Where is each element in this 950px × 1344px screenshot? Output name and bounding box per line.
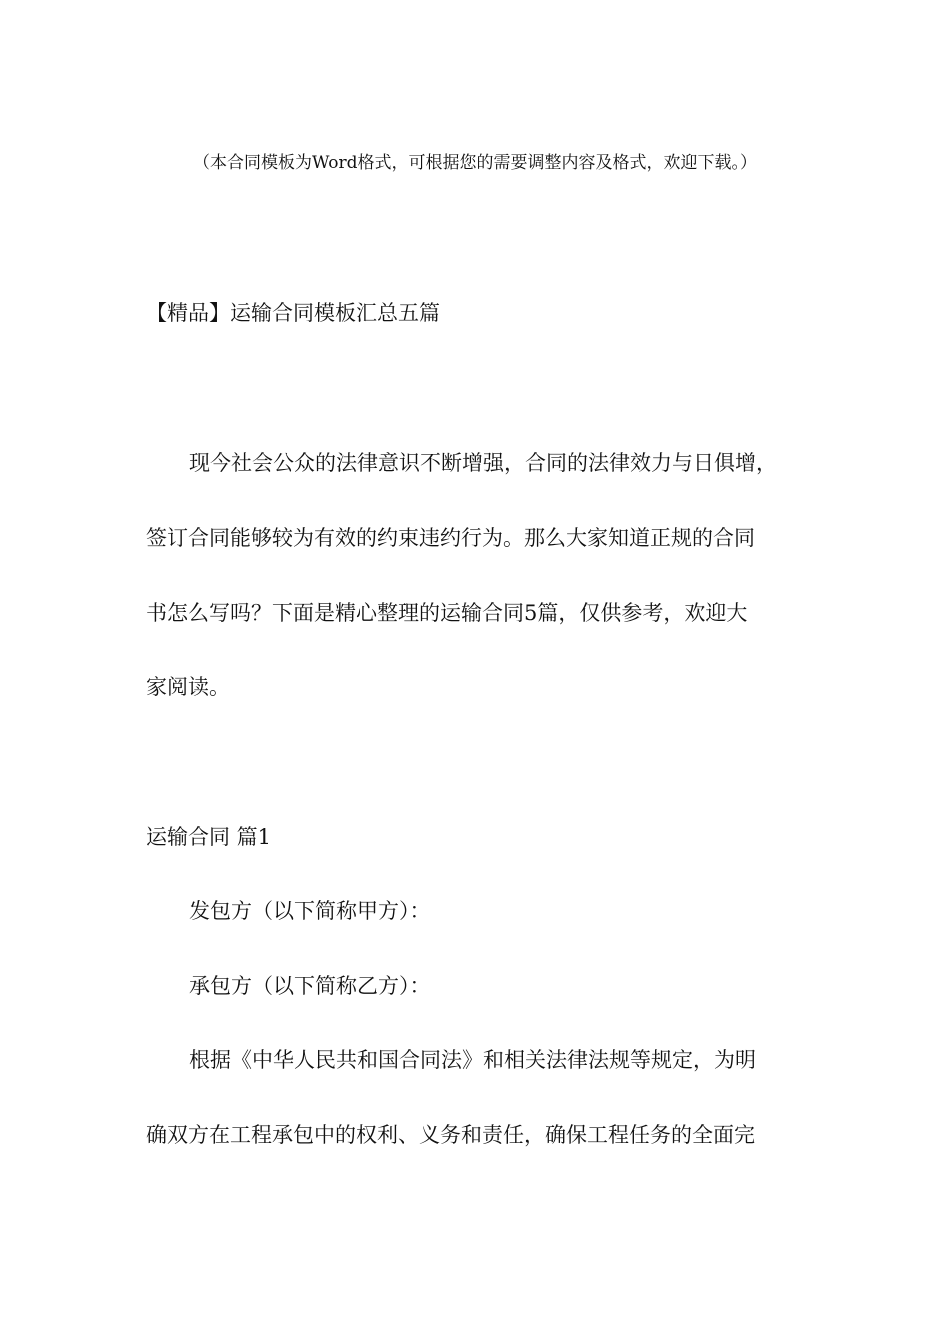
section-heading: 运输合同 篇1 bbox=[146, 825, 272, 849]
party-b-line: 承包方（以下简称乙方）： bbox=[189, 974, 431, 998]
party-a-line: 发包方（以下简称甲方）： bbox=[189, 899, 431, 923]
body-line-1: 根据《中华人民共和国合同法》和相关法律法规等规定，为明 bbox=[189, 1048, 756, 1072]
intro-line-1: 现今社会公众的法律意识不断增强，合同的法律效力与日俱增， bbox=[189, 451, 777, 475]
document-title: 【精品】运输合同模板汇总五篇 bbox=[146, 301, 440, 325]
intro-line-4: 家阅读。 bbox=[146, 675, 230, 699]
intro-line-2: 签订合同能够较为有效的约束违约行为。那么大家知道正规的合同 bbox=[146, 526, 755, 550]
template-notice: （本合同模板为Word格式，可根据您的需要调整内容及格式，欢迎下载。） bbox=[192, 153, 758, 173]
intro-line-3: 书怎么写吗？下面是精心整理的运输合同5篇，仅供参考，欢迎大 bbox=[146, 601, 748, 625]
body-line-2: 确双方在工程承包中的权利、义务和责任，确保工程任务的全面完 bbox=[146, 1123, 755, 1147]
